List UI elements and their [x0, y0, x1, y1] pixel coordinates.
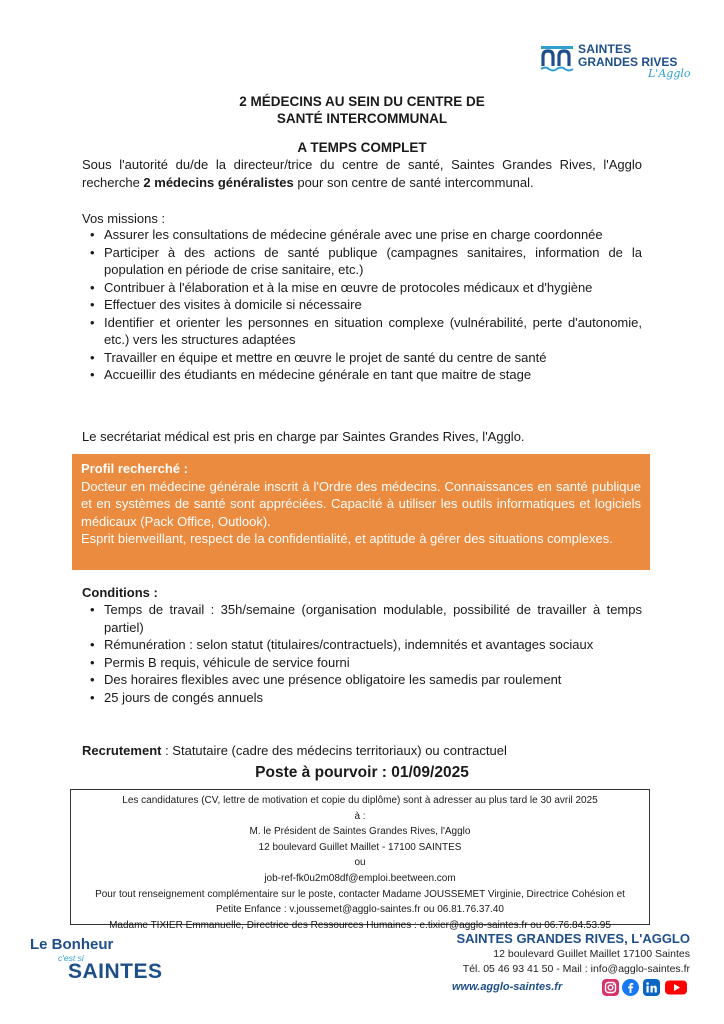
- youtube-icon[interactable]: [665, 979, 687, 996]
- logo-line-1: SAINTES: [578, 42, 632, 56]
- instagram-icon[interactable]: [602, 979, 619, 996]
- conditions-heading: Conditions :: [82, 585, 158, 600]
- list-item: • Accueillir des étudiants en médecine générale en tant que maitre de stage: [104, 366, 642, 384]
- list-item: • Effectuer des visites à domicile si nécessaire: [104, 296, 642, 314]
- footer-address: 12 boulevard Guillet Maillet 17100 Saintes: [493, 948, 690, 960]
- profile-heading: Profil recherché :: [81, 461, 188, 476]
- profile-paragraph-1: Docteur en médecine générale inscrit à l'Ordre des médecins. Connaissances en santé publique et en systèmes de santé sont appréciées. Capacité à utiliser les outils informatiques et logiciels médicaux (Pack Office, Outlook).: [81, 478, 641, 529]
- bonheur-line-2: c'est si: [58, 953, 84, 963]
- list-item: • Rémunération : selon statut (titulaires/contractuels), indemnités et avantages sociaux: [104, 636, 642, 654]
- profile-paragraph-2: Esprit bienveillant, respect de la confidentialité, et aptitude à gérer des situations complexes.: [81, 531, 613, 546]
- footer-phone-mail: Tél. 05 46 93 41 50 - Mail : info@agglo-saintes.fr: [462, 963, 690, 975]
- recrutement-text: : Statutaire (cadre des médecins territoriaux) ou contractuel: [161, 743, 507, 758]
- logo-line-2: GRANDES RIVES: [578, 55, 678, 69]
- list-item: • Contribuer à l'élaboration et à la mise en œuvre de protocoles médicaux et d'hygiène: [104, 279, 642, 297]
- waves-logo-icon: [540, 44, 574, 72]
- contact-line: à :: [354, 810, 366, 822]
- bonheur-line-1: Le Bonheur: [30, 936, 114, 953]
- contact-line: Les candidatures (CV, lettre de motivation et copie du diplôme) sont à adresser au plus tard le 30 avril 2025: [122, 795, 598, 806]
- missions-list: [82, 226, 642, 384]
- list-item: • Temps de travail : 35h/semaine (organisation modulable, possibilité de travailler à temps partiel): [104, 601, 642, 636]
- list-item: • Identifier et orienter les personnes en situation complexe (vulnérabilité, perte d'autonomie, etc.) vers les structures adaptées: [104, 314, 642, 349]
- intro-text-2: pour son centre de santé intercommunal.: [293, 174, 534, 190]
- list-item: • Travailler en équipe et mettre en œuvre le projet de santé du centre de santé: [104, 349, 642, 367]
- title-line-2: SANTÉ INTERCOMMUNAL: [276, 111, 448, 126]
- page-title: [0, 93, 724, 127]
- footer-website-link[interactable]: www.agglo-saintes.fr: [452, 981, 563, 993]
- list-item: • Permis B requis, véhicule de service fourni: [104, 654, 642, 672]
- missions-heading: Vos missions :: [82, 211, 166, 226]
- footer-org-name: SAINTES GRANDES RIVES, L'AGGLO: [456, 931, 690, 946]
- poste-date: Poste à pourvoir : 01/09/2025: [255, 764, 469, 781]
- bonheur-line-3: SAINTES: [68, 960, 163, 983]
- intro-text-1: Sous l'autorité du/de la directeur/trice du centre de santé, Saintes Grandes Rives, l'Agglo recherche: [82, 157, 642, 190]
- bonheur-saintes-logo: [30, 936, 170, 986]
- contact-line: 12 boulevard Guillet Maillet - 17100 SAINTES: [258, 841, 462, 853]
- list-item: • Participer à des actions de santé publique (campagnes sanitaires, information de la population en période de crise sanitaire, etc.): [104, 244, 642, 279]
- facebook-icon[interactable]: [622, 979, 639, 996]
- intro-paragraph: [82, 156, 642, 191]
- contact-line: Madame TIXIER Emmanuelle, Directrice des Ressources Humaines : e.tixier@agglo-saintes.fr ou 06.76.84.53.95: [109, 919, 611, 931]
- list-item: • Des horaires flexibles avec une présence obligatoire les samedis par roulement: [104, 671, 642, 689]
- footer-contact: [410, 930, 690, 977]
- conditions-list: [82, 601, 642, 706]
- page-subtitle: A TEMPS COMPLET: [297, 140, 427, 155]
- contact-line: M. le Président de Saintes Grandes Rives, l'Agglo: [249, 826, 471, 838]
- contact-line: ou: [354, 857, 366, 869]
- application-email-link[interactable]: job-ref-fk0u2m08df@emploi.beetween.com: [264, 872, 456, 884]
- profile-box: [72, 454, 650, 570]
- contact-line: Pour tout renseignement complémentaire sur le poste, contacter Madame JOUSSEMET Virginie, Directrice Cohésion et: [95, 888, 625, 900]
- contact-line: Petite Enfance : v.joussemet@agglo-saintes.fr ou 06.81.76.37.40: [216, 904, 504, 916]
- title-line-1: 2 MÉDECINS AU SEIN DU CENTRE DE: [239, 94, 485, 109]
- list-item: • Assurer les consultations de médecine générale avec une prise en charge coordonnée: [104, 226, 642, 244]
- saintes-grandes-rives-logo: [540, 40, 690, 86]
- recrutement-label: Recrutement: [82, 743, 162, 758]
- list-item: • 25 jours de congés annuels: [104, 689, 642, 707]
- contact-box: [70, 789, 650, 931]
- secretariat-note: Le secrétariat médical est pris en charge par Saintes Grandes Rives, l'Agglo.: [82, 429, 525, 444]
- logo-line-3: L'Agglo: [648, 67, 691, 80]
- intro-bold: 2 médecins généralistes: [143, 174, 294, 190]
- recrutement-line: [82, 742, 642, 760]
- linkedin-icon[interactable]: [643, 979, 660, 996]
